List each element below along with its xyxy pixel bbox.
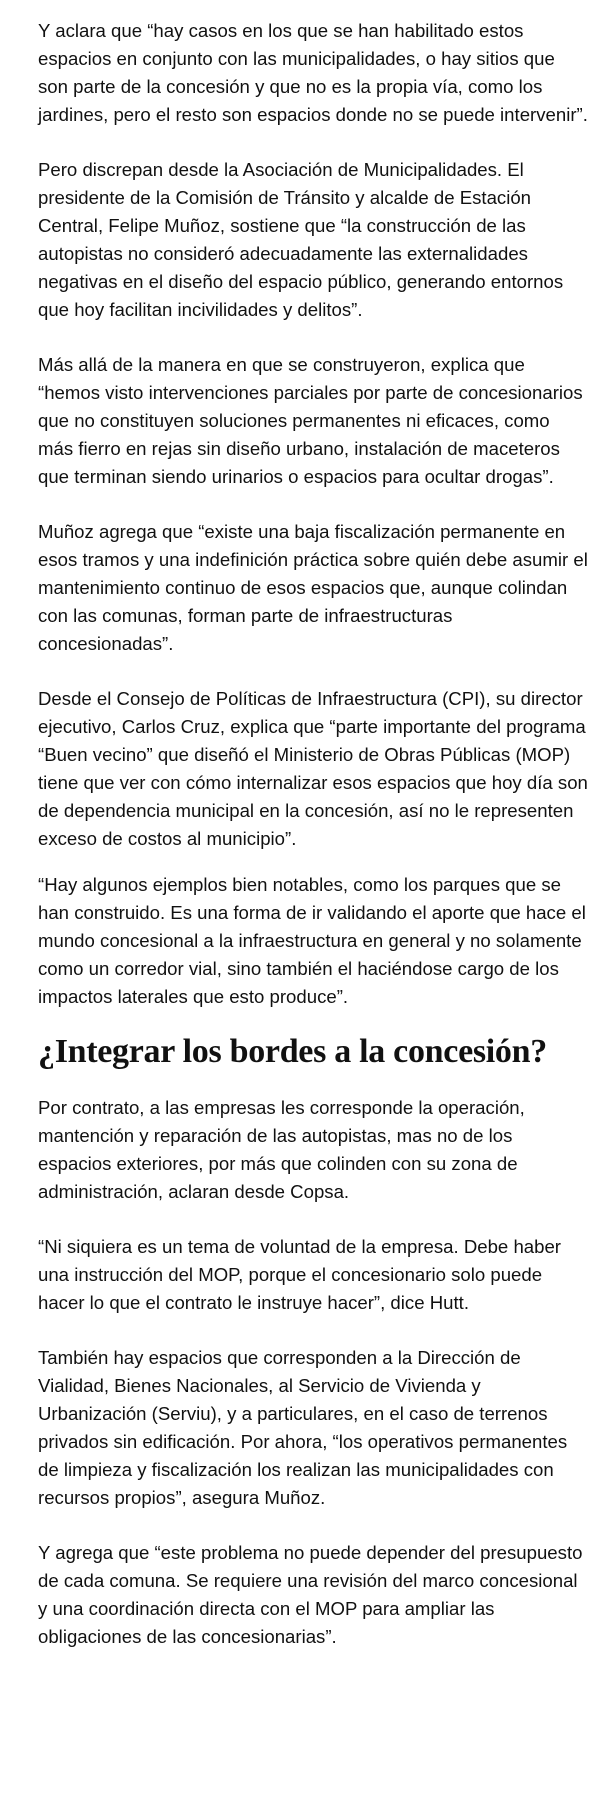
- article-paragraph: Muñoz agrega que “existe una baja fiscalización permanente en esos tramos y una indefinición práctica sobre quién debe asumir el mantenimiento continuo de esos espacios que, aunque colindan con las comunas, forman parte de infraestructuras concesionadas”.: [38, 521, 588, 654]
- article-paragraph: Por contrato, a las empresas les corresponde la operación, mantención y reparación de las autopistas, mas no de los espacios exteriores, por más que colinden con su zona de administración, aclaran desde Copsa.: [38, 1097, 525, 1202]
- article-paragraph: “Ni siquiera es un tema de voluntad de la empresa. Debe haber una instrucción del MOP, porque el concesionario solo puede hacer lo que el contrato le instruye hacer”, dice Hutt.: [38, 1236, 561, 1313]
- article-paragraph: Y agrega que “este problema no puede depender del presupuesto de cada comuna. Se requiere una revisión del marco concesional y una coordinación directa con el MOP para ampliar las obligaciones de las concesionarias”.: [38, 1542, 583, 1647]
- article-paragraph: También hay espacios que corresponden a la Dirección de Vialidad, Bienes Nacionales, al Servicio de Vivienda y Urbanización (Serviu), y a particulares, en el caso de terrenos privados sin edificación. Por ahora, “los operativos permanentes de limpieza y fiscalización los realizan las municipalidades con recursos propios”, asegura Muñoz.: [38, 1347, 568, 1508]
- article-paragraph: Más allá de la manera en que se construyeron, explica que “hemos visto intervenciones parciales por parte de concesionarios que no constituyen soluciones permanentes ni eficaces, como más fierro en rejas sin diseño urbano, instalación de maceteros que terminan siendo urinarios o espacios para ocultar drogas”.: [38, 354, 583, 487]
- article-paragraph: Desde el Consejo de Políticas de Infraestructura (CPI), su director ejecutivo, Carlos Cruz, explica que “parte importante del programa “Buen vecino” que diseñó el Ministerio de Obras Públicas (MOP) tiene que ver con cómo internalizar esos espacios que hoy día son de dependencia municipal en la concesión, así no le representen exceso de costos al municipio”.: [38, 688, 588, 849]
- article-paragraph: Pero discrepan desde la Asociación de Municipalidades. El presidente de la Comisión de Tránsito y alcalde de Estación Central, Felipe Muñoz, sostiene que “la construcción de las autopistas no consideró adecuadamente las externalidades negativas en el diseño del espacio público, generando entornos que hoy facilitan incivilidades y delitos”.: [38, 159, 564, 320]
- article-paragraph: Y aclara que “hay casos en los que se han habilitado estos espacios en conjunto con las municipalidades, o hay sitios que son parte de la concesión y que no es la propia vía, como los jardines, pero el resto son espacios donde no se puede intervenir”.: [38, 20, 588, 125]
- section-heading: ¿Integrar los bordes a la concesión?: [38, 1033, 547, 1070]
- article-paragraph: “Hay algunos ejemplos bien notables, como los parques que se han construido. Es una forma de ir validando el aporte que hace el mundo concesional a la infraestructura en general y no solamente como un corredor vial, sino también el haciéndose cargo de los impactos laterales que esto produce”.: [38, 874, 586, 1007]
- article-body: [38, 0, 588, 1651]
